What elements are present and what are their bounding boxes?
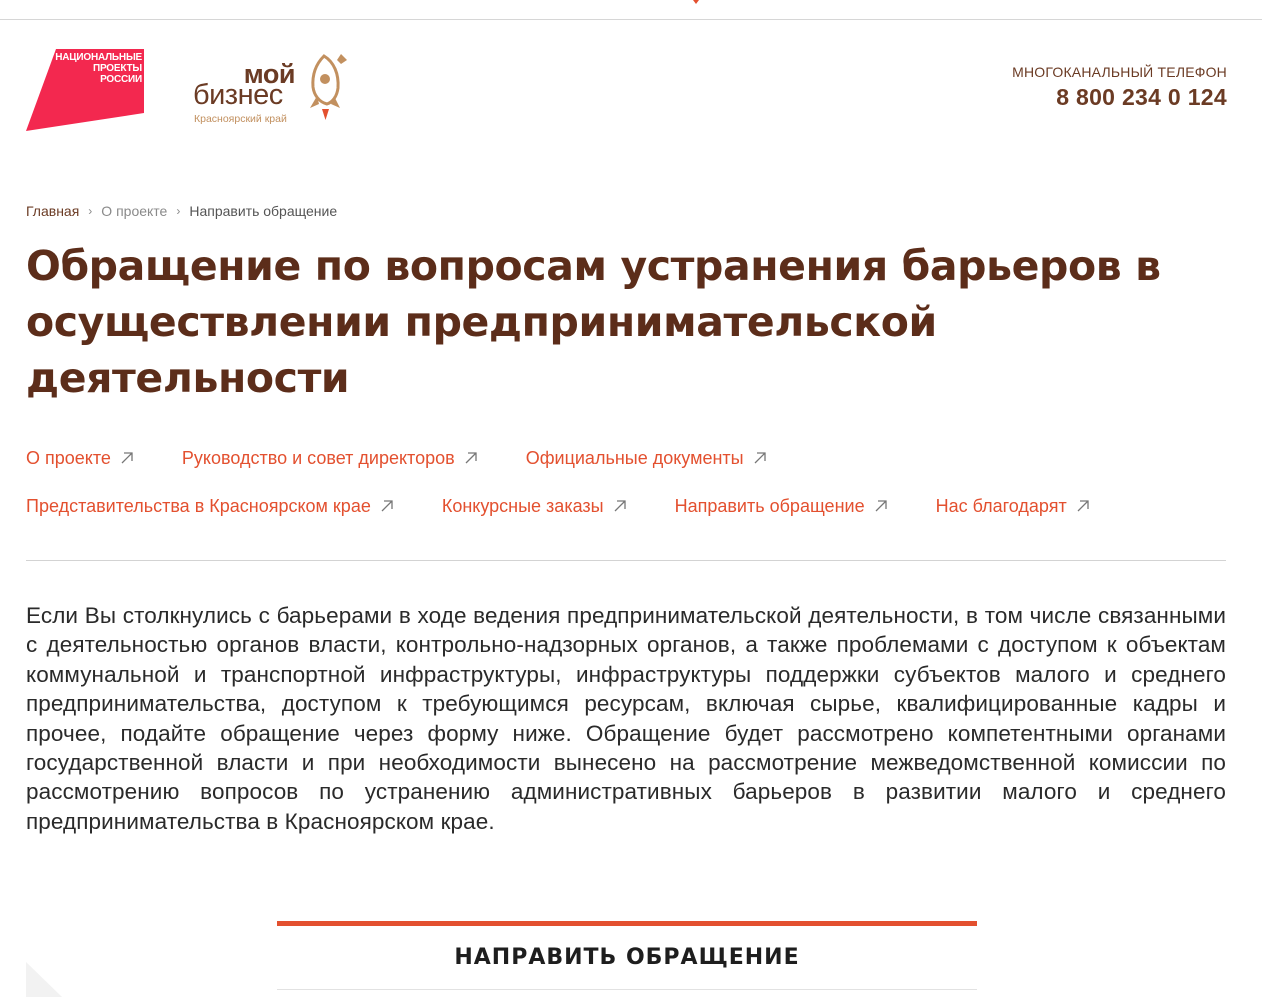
np-line-1: НАЦИОНАЛЬНЫЕ <box>55 52 142 63</box>
intro-paragraph: Если Вы столкнулись с барьерами в ходе ведения предпринимательской деятельности, в том числе связанными с деятельностью органов власти, контрольно-надзорных органов, а также проблемами с доступом к объектам коммунальной и транспортной инфраструктуры, инфраструктуры поддержки субъектов малого и среднего предпринимательства, доступом к требующимся ресурсам, включая сырье, квалифицированные кадры и прочее, подайте обращение через форму ниже. Обращение будет рассмотрено компетентными органами государственной власти и при необходимости вынесено на рассмотрение межведомственной комиссии по рассмотрению вопросов по устранению административных барьеров в развитии малого и среднего предпринимательства в Красноярском крае. <box>26 603 1226 834</box>
nav-link-send-appeal[interactable] <box>675 493 888 519</box>
external-arrow-icon <box>464 451 478 465</box>
chevron-right-icon: › <box>176 204 181 218</box>
nav-link-label: Конкурсные заказы <box>441 495 604 516</box>
nav-link-management[interactable] <box>182 445 478 471</box>
national-projects-text <box>55 52 142 85</box>
nav-link-label: Нас благодарят <box>935 495 1067 516</box>
breadcrumb-current: Направить обращение <box>189 203 338 219</box>
appeal-form-header <box>277 921 977 990</box>
national-projects-logo[interactable] <box>26 49 146 131</box>
nav-link-about[interactable] <box>26 445 134 471</box>
external-arrow-icon <box>753 451 767 465</box>
breadcrumb-about[interactable]: О проекте <box>101 203 168 219</box>
form-title: НАПРАВИТЬ ОБРАЩЕНИЕ <box>454 945 800 970</box>
breadcrumb-home[interactable]: Главная <box>26 203 80 219</box>
moi-biznes-logo[interactable] <box>193 52 353 132</box>
logo-text-biznes: бизнес <box>193 79 283 111</box>
rocket-icon <box>307 52 349 124</box>
page-title: Обращение по вопросам устранения барьеров в осуществлении предпринимательской деятельности <box>26 242 1161 402</box>
logo-text-moi: мой <box>243 59 295 89</box>
nav-row-2 <box>26 493 1246 519</box>
nav-link-label: Официальные документы <box>525 447 744 468</box>
top-bar <box>0 0 1262 20</box>
nav-link-label: Руководство и совет директоров <box>181 447 455 468</box>
nav-link-documents[interactable] <box>526 445 767 471</box>
external-arrow-icon <box>874 499 888 513</box>
location-marker-icon <box>693 0 699 4</box>
nav-link-thanks[interactable] <box>936 493 1090 519</box>
nav-link-label: Представительства в Красноярском крае <box>26 495 371 516</box>
nav-row-1 <box>26 445 1246 471</box>
breadcrumb <box>26 203 337 219</box>
phone-block <box>1012 64 1227 111</box>
nav-link-label: Направить обращение <box>674 495 865 516</box>
chevron-right-icon: › <box>88 204 93 218</box>
np-line-3: РОССИИ <box>100 74 142 85</box>
phone-label: МНОГОКАНАЛЬНЫЙ ТЕЛЕФОН <box>1012 64 1227 80</box>
section-divider <box>26 560 1226 561</box>
external-arrow-icon <box>380 499 394 513</box>
np-line-2: ПРОЕКТЫ <box>92 63 142 74</box>
external-arrow-icon <box>613 499 627 513</box>
nav-link-representations[interactable] <box>26 493 394 519</box>
logo-region: Красноярский край <box>194 113 287 125</box>
phone-number[interactable]: 8 800 234 0 124 <box>1056 84 1227 110</box>
nav-link-label: О проекте <box>26 447 111 468</box>
section-nav <box>26 445 1246 541</box>
external-arrow-icon <box>120 451 134 465</box>
decorative-corner-shape <box>26 962 66 997</box>
external-arrow-icon <box>1076 499 1090 513</box>
nav-link-tenders[interactable] <box>442 493 627 519</box>
